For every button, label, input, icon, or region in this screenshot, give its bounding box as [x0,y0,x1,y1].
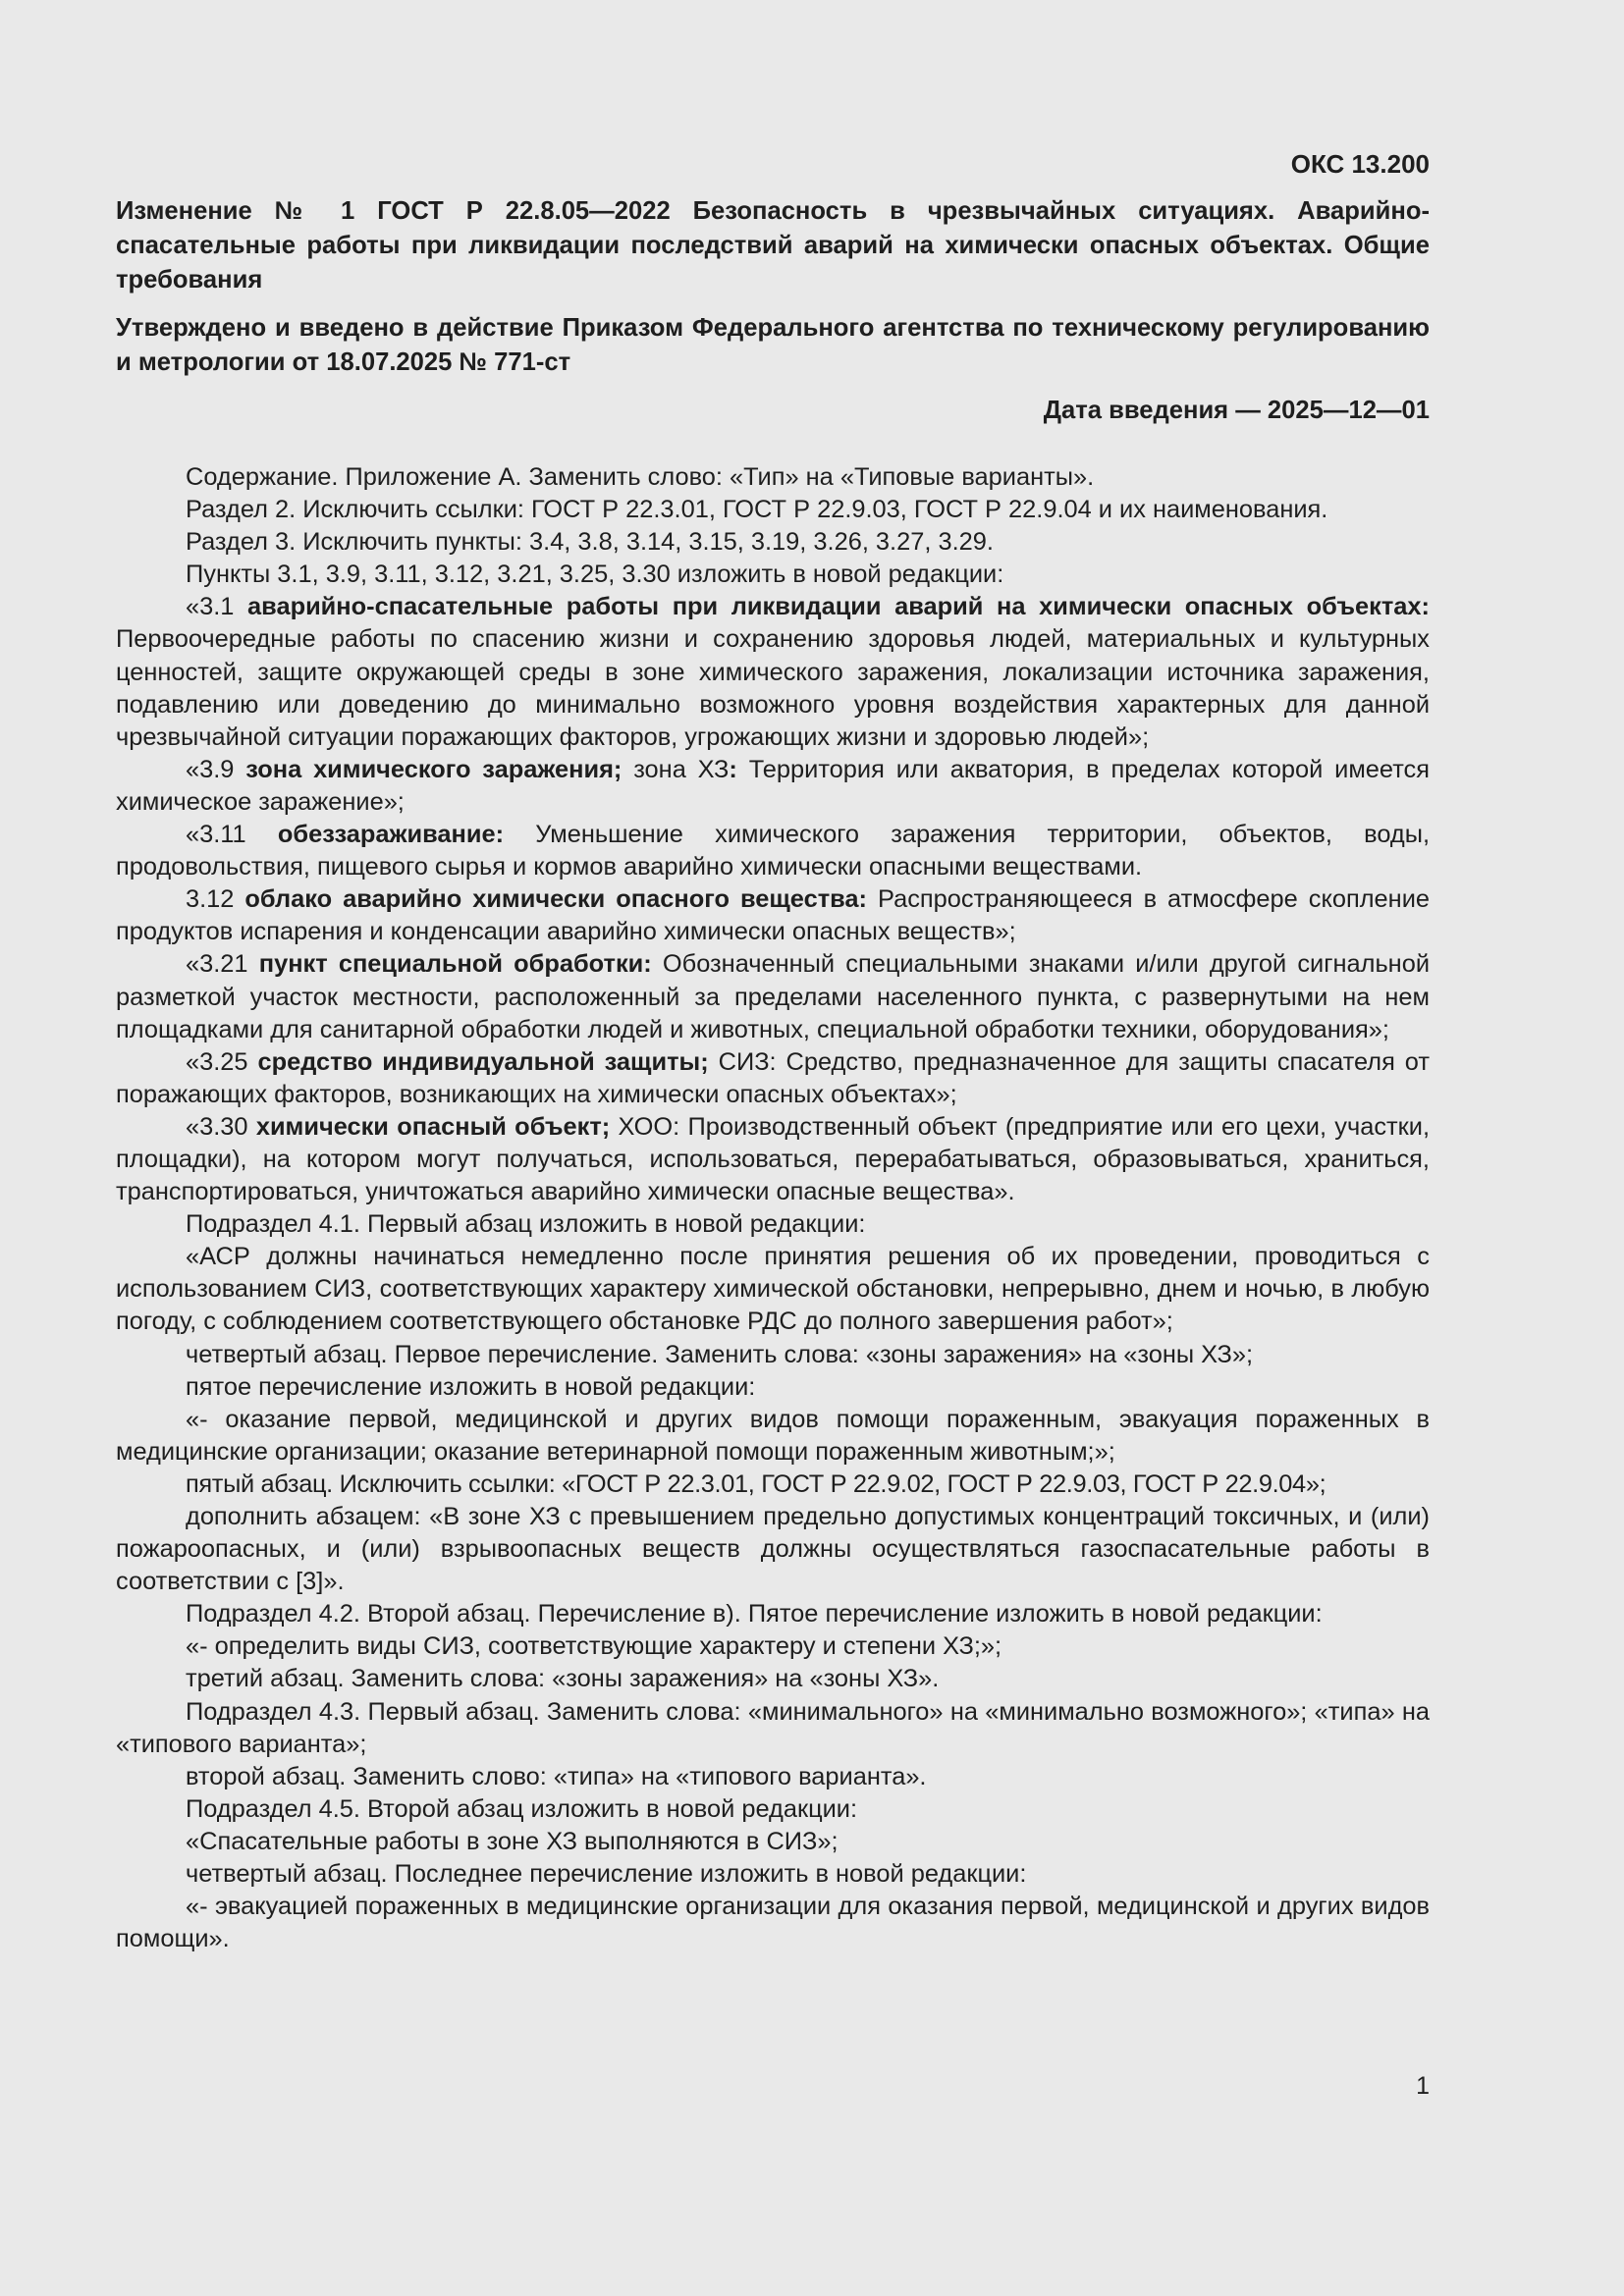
paragraph: пятый абзац. Исключить ссылки: «ГОСТ Р 22.3.01, ГОСТ Р 22.9.02, ГОСТ Р 22.9.03, ГОСТ Р 22.9.04»; [186,1469,1326,1498]
definition-number: «3.21 [186,950,259,979]
definition-term: облако аварийно химически опасного вещества: [244,885,867,914]
definition-text: СИЗ: Средство, предназначенное для защиты спасателя от поражающих факторов, возникающих на химически опасных объектах»; [116,1047,1431,1108]
paragraph: Подраздел 4.2. Второй абзац. Перечисление в). Пятое перечисление изложить в новой редакции: [186,1600,1323,1629]
definition-colon: : [729,755,737,783]
definition-3-11 [116,819,1430,883]
paragraph: «- оказание первой, медицинской и других видов помощи пораженным, эвакуация пораженных в медицинские организации; оказание ветеринарной помощи пораженным животным;»; [116,1405,1430,1466]
definition-text: ХОО: Производственный объект (предприятие или его цехи, участки, площадки), на котором могут получаться, использоваться, перерабатываться, образовываться, храниться, транспортироваться, уничтожаться аварийно химически опасные вещества». [116,1112,1431,1206]
definition-3-30 [116,1111,1430,1208]
definition-term: химически опасный объект; [255,1112,611,1141]
definition-3-21 [116,948,1430,1045]
definition-term: средство индивидуальной защиты; [257,1047,709,1076]
approval-statement: Утверждено и введено в действие Приказом Федерального агентства по техническому регулированию и метрологии от 18.07.2025 № 771-ст [116,314,1430,376]
amendment-title: Изменение № 1 ГОСТ Р 22.8.05—2022 Безопасность в чрезвычайных ситуациях. Аварийно-спасательные работы при ликвидации последствий аварий на химически опасных объектах. Общие требования [116,197,1430,294]
definition-text: Распространяющееся в атмосфере скопление продуктов испарения и конденсации аварийно химически опасных веществ»; [116,885,1431,946]
effective-date: Дата введения — 2025—12—01 [1043,397,1430,424]
paragraph: «- определить виды СИЗ, соответствующие характеру и степени ХЗ;»; [186,1632,1002,1661]
definition-number: «3.1 [186,593,248,621]
definition-3-25 [116,1046,1430,1111]
definition-number: «3.11 [186,821,278,849]
definition-text: Территория или акватория, в пределах которой имеется химическое заражение»; [116,755,1430,816]
paragraph: Подраздел 4.5. Второй абзац изложить в новой редакции: [186,1794,858,1823]
definition-term: зона химического заражения; [245,755,623,783]
paragraph: четвертый абзац. Последнее перечисление изложить в новой редакции: [186,1860,1027,1889]
paragraph: второй абзац. Заменить слово: «типа» на «типового варианта». [186,1762,927,1790]
definition-number: «3.9 [186,755,246,783]
definition-term: аварийно-спасательные работы при ликвидации аварий на химически опасных объектах: [247,593,1430,621]
paragraph: четвертый абзац. Первое перечисление. Заменить слова: «зоны заражения» на «зоны ХЗ»; [186,1340,1254,1368]
definition-term: обеззараживание: [277,821,505,849]
definition-term: пункт специальной обработки: [258,950,652,979]
paragraph: Подраздел 4.1. Первый абзац изложить в новой редакции: [186,1210,866,1239]
paragraph: Содержание. Приложение А. Заменить слово: «Тип» на «Типовые варианты». [186,463,1095,491]
paragraph: Пункты 3.1, 3.9, 3.11, 3.12, 3.21, 3.25, 3.30 изложить в новой редакции: [186,561,1004,589]
paragraph: Подраздел 4.3. Первый абзац. Заменить слова: «минимального» на «минимально возможного»; «типа» на «типового варианта»; [116,1697,1430,1758]
definition-3-9 [116,754,1430,819]
definition-abbreviation: зона ХЗ [622,755,730,783]
page-number: 1 [1416,2072,1430,2100]
paragraph: Раздел 3. Исключить пункты: 3.4, 3.8, 3.14, 3.15, 3.19, 3.26, 3.27, 3.29. [186,528,994,557]
paragraph: «Спасательные работы в зоне ХЗ выполняются в СИЗ»; [186,1827,839,1855]
definition-text: Уменьшение химического заражения территории, объектов, воды, продовольствия, пищевого сырья и кормов аварийно химически опасными веществами. [116,821,1430,881]
definition-number: «3.30 [186,1112,256,1141]
definition-number: 3.12 [186,885,245,914]
paragraph: «- эвакуацией пораженных в медицинские организации для оказания первой, медицинской и других видов помощи». [116,1893,1430,1953]
page-content [116,147,1430,1955]
paragraph: пятое перечисление изложить в новой редакции: [186,1372,756,1401]
classification-code: ОКС 13.200 [1290,149,1430,179]
definition-3-1 [116,591,1430,753]
definition-text: Первоочередные работы по спасению жизни и сохранению здоровья людей, материальных и культурных ценностей, защите окружающей среды в зоне химического заражения, локализации источника заражения, подавлению или доведению до минимально возможного уровня воздействия характерных для данной чрезвычайной ситуации поражающих факторов, угрожающих жизни и здоровью людей»; [116,625,1430,751]
paragraph: дополнить абзацем: «В зоне ХЗ с превышением предельно допустимых концентраций токсичных, и (или) пожароопасных, и (или) взрывоопасных веществ должны осуществляться газоспасательные работы в соответствии с [3]». [116,1503,1430,1596]
definition-3-12 [116,883,1430,948]
paragraph: «АСР должны начинаться немедленно после принятия решения об их проведении, проводиться с использованием СИЗ, соответствующих характеру химической обстановки, непрерывно, днем и ночью, в любую погоду, с соблюдением соответствующего обстановке РДС до полного завершения работ»; [116,1243,1430,1336]
amendment-body [116,461,1430,1955]
definition-number: «3.25 [186,1047,258,1076]
paragraph: Раздел 2. Исключить ссылки: ГОСТ Р 22.3.01, ГОСТ Р 22.9.03, ГОСТ Р 22.9.04 и их наименования. [186,496,1328,524]
paragraph: третий абзац. Заменить слова: «зоны заражения» на «зоны ХЗ». [186,1665,940,1693]
definition-text: Обозначенный специальными знаками и/или другой сигнальной разметкой участок местности, расположенный за пределами населенного пункта, с развернутыми на нем площадками для санитарной обработки людей и животных, специальной обработки техники, оборудования»; [116,950,1431,1043]
